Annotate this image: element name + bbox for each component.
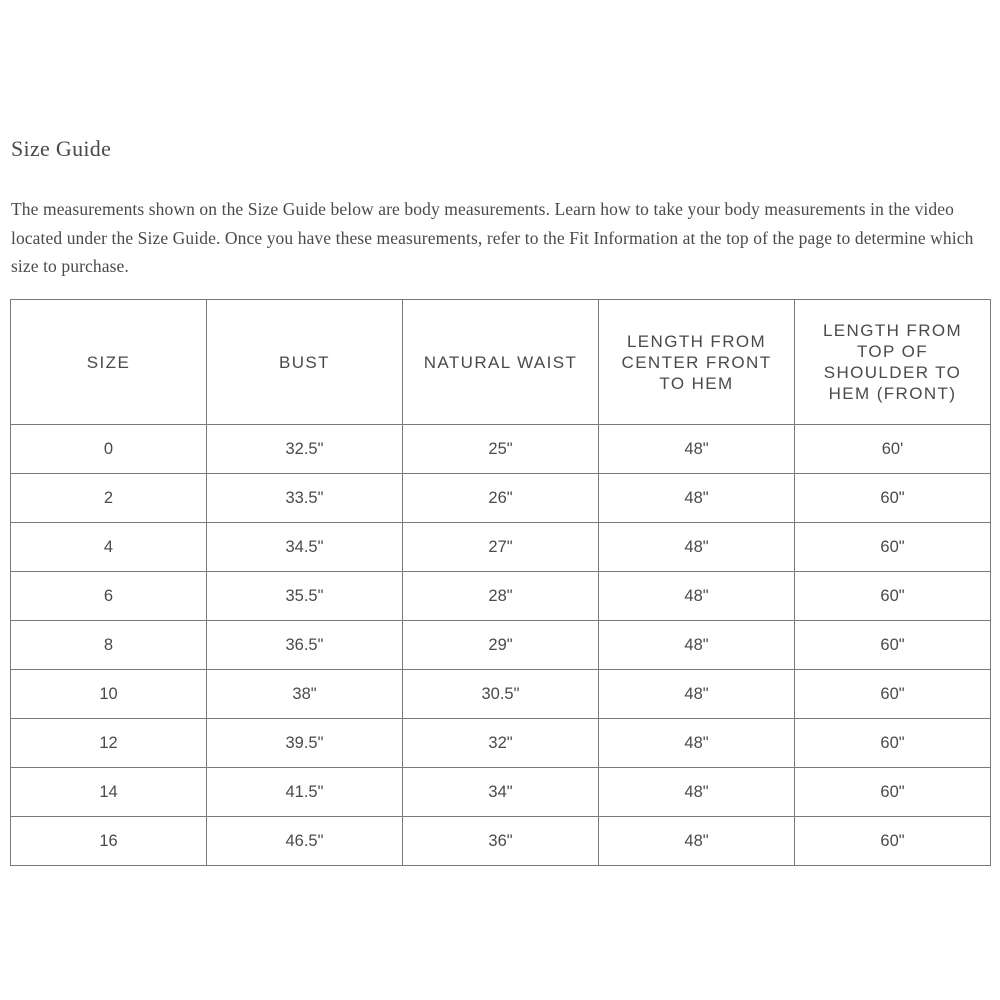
cell-bust: 34.5": [207, 523, 403, 572]
cell-length-center-front: 48": [599, 719, 795, 768]
cell-size: 2: [11, 474, 207, 523]
header-row: [11, 300, 991, 425]
cell-length-center-front: 48": [599, 670, 795, 719]
cell-length-shoulder: 60": [795, 768, 991, 817]
cell-bust: 41.5": [207, 768, 403, 817]
cell-bust: 46.5": [207, 817, 403, 866]
cell-length-center-front: 48": [599, 768, 795, 817]
cell-length-shoulder: 60": [795, 621, 991, 670]
cell-length-shoulder: 60": [795, 572, 991, 621]
cell-size: 12: [11, 719, 207, 768]
cell-natural-waist: 29": [403, 621, 599, 670]
table-row: [11, 474, 991, 523]
cell-size: 6: [11, 572, 207, 621]
cell-length-center-front: 48": [599, 817, 795, 866]
cell-size: 16: [11, 817, 207, 866]
cell-length-shoulder: 60": [795, 474, 991, 523]
table-row: [11, 670, 991, 719]
cell-length-center-front: 48": [599, 523, 795, 572]
cell-length-shoulder: 60": [795, 523, 991, 572]
intro-paragraph: The measurements shown on the Size Guide below are body measurements. Learn how to take your body measurements in the video located under the Size Guide. Once you have these measurements, refer to the Fit Information at the top of the page to determine which size to purchase.: [11, 199, 974, 276]
cell-bust: 32.5": [207, 425, 403, 474]
cell-length-center-front: 48": [599, 572, 795, 621]
cell-natural-waist: 32": [403, 719, 599, 768]
cell-length-shoulder: 60": [795, 670, 991, 719]
cell-size: 8: [11, 621, 207, 670]
table-row: [11, 621, 991, 670]
header-size: SIZE: [11, 300, 207, 425]
table-row: [11, 523, 991, 572]
cell-natural-waist: 34": [403, 768, 599, 817]
cell-size: 14: [11, 768, 207, 817]
cell-size: 0: [11, 425, 207, 474]
cell-length-center-front: 48": [599, 474, 795, 523]
header-bust: BUST: [207, 300, 403, 425]
header-natural-waist: NATURAL WAIST: [403, 300, 599, 425]
cell-natural-waist: 25": [403, 425, 599, 474]
cell-length-center-front: 48": [599, 621, 795, 670]
cell-natural-waist: 36": [403, 817, 599, 866]
header-length-shoulder: LENGTH FROM TOP OF SHOULDER TO HEM (FRONT): [795, 300, 991, 425]
cell-length-center-front: 48": [599, 425, 795, 474]
cell-size: 4: [11, 523, 207, 572]
table-row: [11, 425, 991, 474]
cell-natural-waist: 27": [403, 523, 599, 572]
table-row: [11, 719, 991, 768]
table-row: [11, 768, 991, 817]
table-row: [11, 572, 991, 621]
cell-length-shoulder: 60': [795, 425, 991, 474]
cell-bust: 38": [207, 670, 403, 719]
table-row: [11, 817, 991, 866]
cell-bust: 36.5": [207, 621, 403, 670]
cell-length-shoulder: 60": [795, 719, 991, 768]
cell-natural-waist: 30.5": [403, 670, 599, 719]
table-body: [11, 425, 991, 866]
cell-length-shoulder: 60": [795, 817, 991, 866]
cell-natural-waist: 28": [403, 572, 599, 621]
cell-size: 10: [11, 670, 207, 719]
cell-bust: 39.5": [207, 719, 403, 768]
cell-natural-waist: 26": [403, 474, 599, 523]
size-guide-table: [10, 299, 991, 866]
page-title: Size Guide: [11, 136, 112, 161]
cell-bust: 35.5": [207, 572, 403, 621]
cell-bust: 33.5": [207, 474, 403, 523]
header-length-center-front: LENGTH FROM CENTER FRONT TO HEM: [599, 300, 795, 425]
